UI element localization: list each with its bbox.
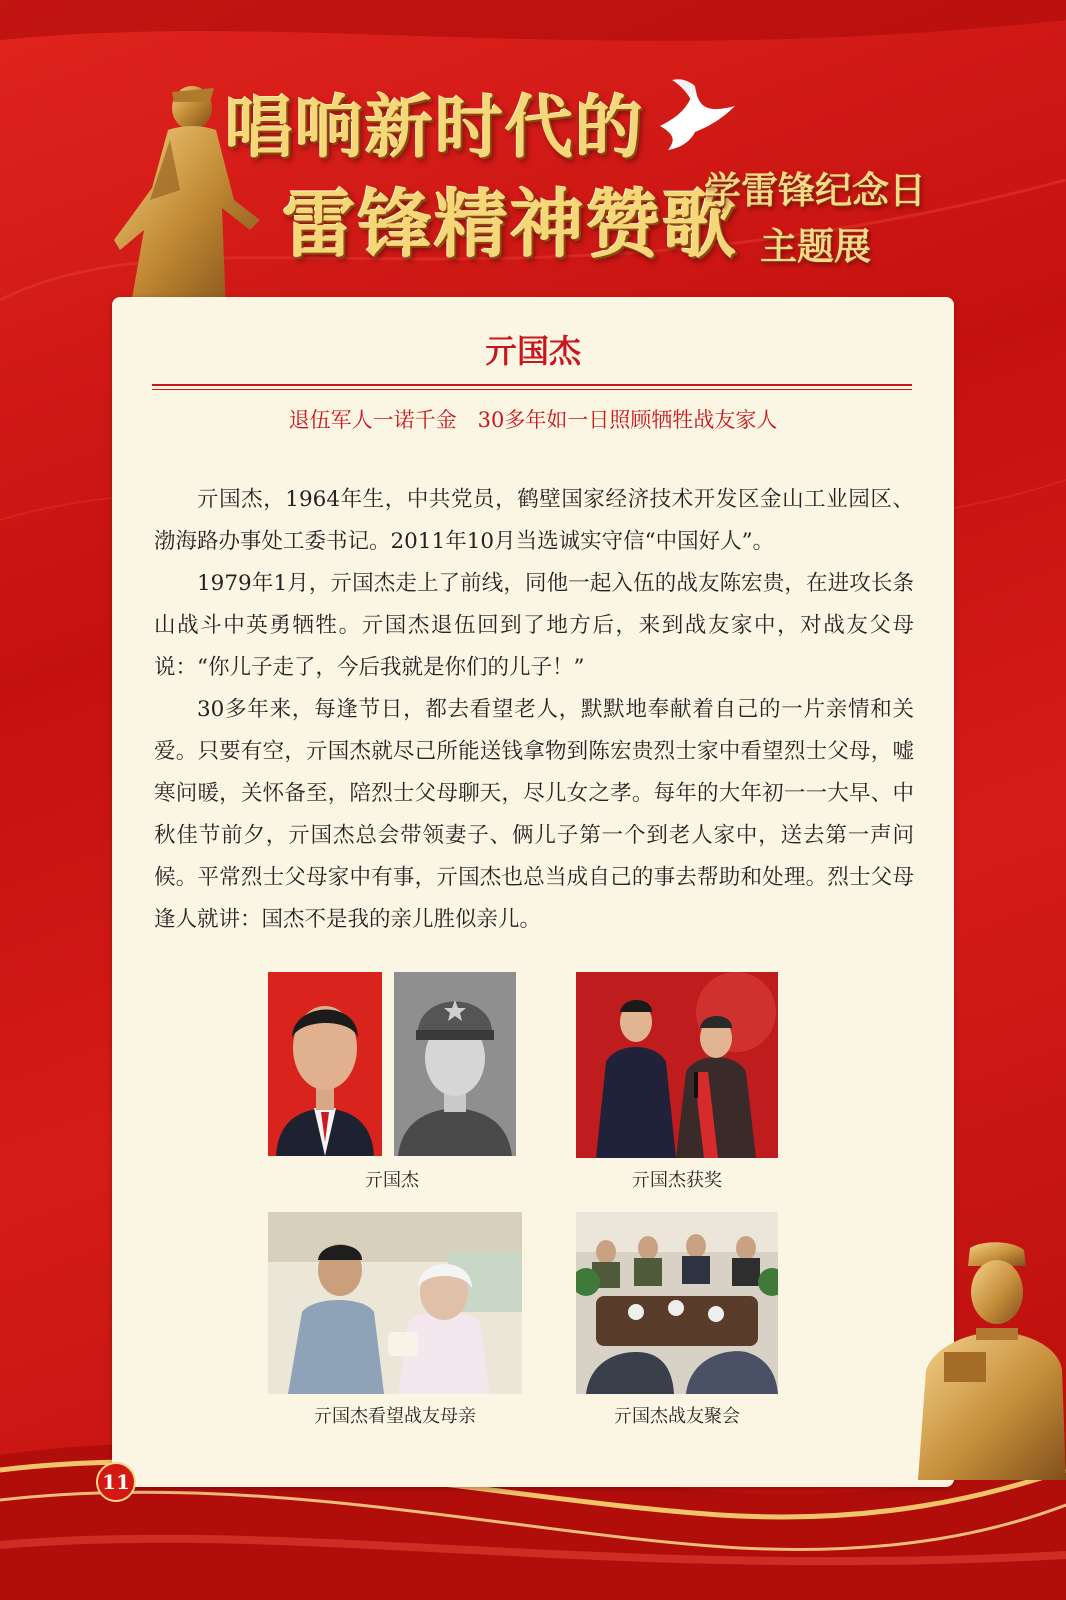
award-photo bbox=[576, 972, 778, 1158]
header-title-line-1: 唱响新时代的 bbox=[225, 88, 646, 168]
content-panel bbox=[112, 297, 954, 1487]
article-subtitle: 退伍军人一诺千金 30多年如一日照顾牺牲战友家人 bbox=[288, 408, 778, 432]
soldier-portrait-photo bbox=[394, 972, 516, 1156]
photo-caption-reunion: 亓国杰战友聚会 bbox=[614, 1406, 740, 1427]
photo-caption-award: 亓国杰获奖 bbox=[632, 1170, 722, 1191]
lei-feng-bust-icon bbox=[912, 1240, 1066, 1480]
header-subtitle-line-1: 学雷锋纪念日 bbox=[704, 168, 926, 212]
reunion-photo bbox=[576, 1212, 778, 1394]
portrait-photo bbox=[268, 972, 382, 1156]
photo-caption-visit: 亓国杰看望战友母亲 bbox=[314, 1406, 476, 1427]
article-body bbox=[154, 479, 914, 941]
header-title-line-2: 雷锋精神赞歌 bbox=[282, 182, 738, 268]
body-paragraph: 亓国杰，1964年生，中共党员，鹤壁国家经济技术开发区金山工业园区、渤海路办事处工委书记。2011年10月当选诚实守信“中国好人”。 bbox=[154, 487, 914, 554]
visit-mother-photo bbox=[268, 1212, 522, 1394]
page-number-badge: 11 bbox=[96, 1462, 136, 1502]
dove-icon bbox=[650, 76, 740, 156]
body-paragraph: 30多年来，每逢节日，都去看望老人，默默地奉献着自己的一片亲情和关爱。只要有空，亓国杰就尽己所能送钱拿物到陈宏贵烈士家中看望烈士父母，嘘寒问暖，关怀备至，陪烈士父母聊天，尽儿女之孝。每年的大年初一一大早、中秋佳节前夕，亓国杰总会带领妻子、俩儿子第一个到老人家中，送去第一声问候。平常烈士父母家中有事，亓国杰也总当成自己的事去帮助和处理。烈士父母逢人就讲：国杰不是我的亲儿胜似亲儿。 bbox=[154, 697, 914, 932]
article-title: 亓国杰 bbox=[484, 332, 581, 370]
title-divider-thin bbox=[152, 389, 912, 390]
body-paragraph: 1979年1月，亓国杰走上了前线，同他一起入伍的战友陈宏贵，在进攻长条山战斗中英勇牺牲。亓国杰退伍回到了地方后，来到战友家中，对战友父母说：“你儿子走了，今后我就是你们的儿子！” bbox=[154, 571, 914, 680]
photo-caption-portraits: 亓国杰 bbox=[365, 1170, 419, 1191]
title-divider bbox=[152, 384, 912, 386]
header-subtitle-line-2: 主题展 bbox=[760, 224, 871, 268]
